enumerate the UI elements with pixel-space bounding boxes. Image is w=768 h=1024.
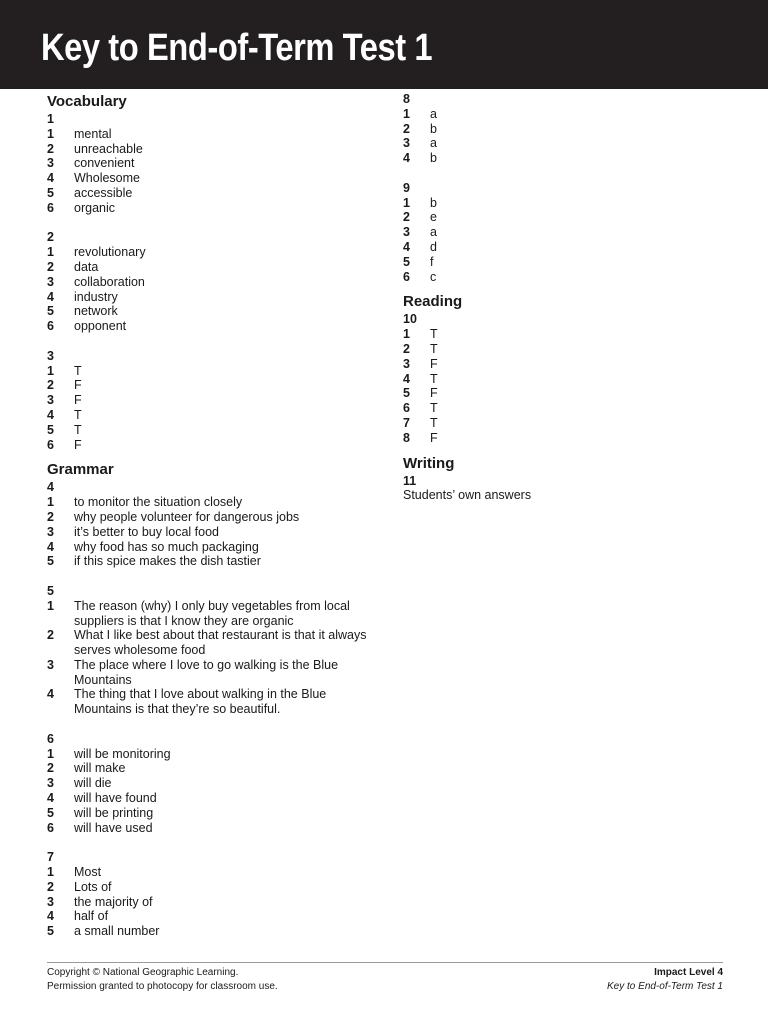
item-number: 3	[47, 274, 54, 289]
item-number: 2	[47, 761, 54, 776]
answer-text: The place where I love to go walking is the Blue Mountains	[74, 657, 339, 687]
item-number: 2	[47, 879, 54, 894]
answer-item	[47, 895, 377, 910]
item-number: 6	[47, 820, 54, 835]
answer-item	[47, 495, 377, 510]
answer-item	[403, 372, 723, 387]
doc-title-label: Key to End-of-Term Test 1	[607, 981, 723, 992]
footer-doc-info	[607, 966, 723, 994]
answer-item	[403, 122, 723, 137]
answer-item	[403, 240, 723, 255]
item-number: 3	[47, 657, 54, 672]
answer-text: network	[74, 304, 118, 319]
item-number: 5	[403, 254, 410, 269]
item-number: 4	[47, 539, 54, 554]
answer-text: f	[430, 254, 434, 269]
answer-item	[403, 386, 723, 401]
item-number: 4	[403, 151, 410, 166]
answer-item	[47, 880, 377, 895]
answer-text: accessible	[74, 185, 133, 200]
answer-item	[47, 776, 377, 791]
answer-text: a	[430, 106, 437, 121]
answer-item	[47, 290, 377, 305]
exercise-8	[403, 92, 723, 166]
answer-text: will have used	[74, 820, 153, 835]
answer-text: e	[430, 210, 437, 225]
answer-item	[47, 275, 377, 290]
answer-text: The thing that I love about walking in the Blue Mountains is that they’re so beautiful.	[74, 687, 327, 717]
answer-item	[403, 357, 723, 372]
answer-text: Most	[74, 865, 102, 880]
item-number: 6	[47, 319, 54, 334]
item-number: 4	[47, 289, 54, 304]
answer-item	[47, 865, 377, 880]
answer-text: T	[74, 363, 82, 378]
answer-text: data	[74, 259, 99, 274]
answer-item	[47, 761, 377, 776]
answer-item	[47, 791, 377, 806]
answer-text: unreachable	[74, 141, 143, 156]
answer-text: c	[430, 269, 437, 284]
answer-item	[47, 393, 377, 408]
answer-text: Students’ own answers	[403, 488, 532, 503]
item-number: 2	[47, 141, 54, 156]
answer-item	[403, 270, 723, 285]
exercise-number: 11	[403, 473, 417, 488]
answer-text: if this spice makes the dish tastier	[74, 554, 261, 569]
answer-item	[47, 821, 377, 836]
exercise-number: 2	[47, 230, 54, 245]
answer-item	[403, 136, 723, 151]
answer-item	[403, 210, 723, 225]
item-number: 2	[403, 210, 410, 225]
item-number: 1	[47, 746, 54, 761]
exercise-1	[47, 112, 377, 216]
item-number: 6	[47, 200, 54, 215]
item-number: 3	[403, 356, 410, 371]
answer-item	[47, 540, 377, 555]
footer-divider	[47, 962, 723, 963]
answer-text: the majority of	[74, 894, 153, 909]
answer-text: Wholesome	[74, 171, 140, 186]
answer-item	[403, 342, 723, 357]
answer-text: T	[430, 371, 438, 386]
item-number: 3	[47, 393, 54, 408]
answer-item	[403, 225, 723, 240]
exercise-number: 7	[47, 850, 54, 865]
answer-item	[47, 510, 377, 525]
item-number: 6	[403, 269, 410, 284]
exercise-number: 5	[47, 583, 54, 598]
exercise-4	[47, 480, 377, 569]
exercise-6	[47, 732, 377, 836]
item-number: 3	[403, 225, 410, 240]
item-number: 4	[403, 239, 410, 254]
item-number: 3	[47, 156, 54, 171]
exercise-number: 1	[47, 112, 54, 126]
answer-text: will die	[74, 776, 112, 791]
answer-item	[47, 127, 377, 142]
item-number: 8	[403, 430, 410, 445]
section-heading-grammar: Grammar	[47, 461, 114, 479]
permission-text: Permission granted to photocopy for classroom use.	[47, 981, 278, 992]
answer-text: d	[430, 239, 437, 254]
answer-text: F	[430, 386, 438, 401]
item-number: 1	[403, 327, 410, 342]
answer-text: T	[430, 341, 438, 356]
section-heading-vocabulary: Vocabulary	[47, 93, 127, 110]
item-number: 6	[403, 401, 410, 416]
item-number: 5	[47, 185, 54, 200]
exercise-number: 9	[403, 180, 410, 195]
item-number: 7	[403, 415, 410, 430]
answer-item	[47, 658, 377, 688]
item-number: 2	[47, 259, 54, 274]
answer-item	[403, 255, 723, 270]
answer-text: F	[74, 393, 82, 408]
answer-text: convenient	[74, 156, 135, 171]
item-number: 5	[47, 422, 54, 437]
exercise-9	[403, 181, 723, 285]
answer-item	[47, 438, 377, 453]
answer-item	[47, 186, 377, 201]
answer-item	[47, 423, 377, 438]
exercise-number: 6	[47, 731, 54, 746]
item-number: 2	[47, 509, 54, 524]
answer-text: will be monitoring	[74, 746, 171, 761]
answer-item	[47, 304, 377, 319]
answer-text: industry	[74, 289, 118, 304]
answer-item	[403, 151, 723, 166]
answer-text: F	[430, 356, 438, 371]
item-number: 3	[47, 776, 54, 791]
level-label: Impact Level 4	[654, 967, 723, 978]
answer-item	[403, 401, 723, 416]
answer-text: will be printing	[74, 805, 154, 820]
item-number: 2	[403, 121, 410, 136]
answer-text: b	[430, 151, 437, 166]
answer-item	[47, 142, 377, 157]
answer-item	[47, 171, 377, 186]
section-heading-reading: Reading	[403, 293, 463, 311]
item-number: 2	[403, 341, 410, 356]
answer-item	[47, 201, 377, 216]
section-heading-writing: Writing	[403, 454, 455, 472]
header-bar	[0, 0, 768, 89]
item-number: 5	[403, 386, 410, 401]
answer-item	[47, 806, 377, 821]
answer-item	[47, 909, 377, 924]
left-column	[47, 92, 377, 939]
item-number: 3	[403, 136, 410, 151]
answer-text: F	[74, 378, 82, 393]
item-number: 5	[47, 554, 54, 569]
answer-item	[403, 488, 723, 503]
exercise-5	[47, 584, 377, 717]
answer-text: to monitor the situation closely	[74, 495, 243, 510]
item-number: 2	[47, 628, 54, 643]
exercise-number: 8	[403, 92, 410, 106]
answer-item	[403, 431, 723, 446]
answer-item	[47, 260, 377, 275]
item-number: 1	[47, 598, 54, 613]
answer-item	[47, 319, 377, 334]
answer-text: What I like best about that restaurant is that it always serves wholesome food	[74, 628, 367, 658]
answer-text: b	[430, 121, 437, 136]
item-number: 1	[403, 106, 410, 121]
answer-item	[403, 416, 723, 431]
answer-text: T	[74, 422, 82, 437]
footer-copyright	[47, 966, 278, 994]
answer-text: will have found	[74, 791, 157, 806]
answer-text: half of	[74, 909, 109, 924]
answer-item	[47, 364, 377, 379]
answer-text: Lots of	[74, 879, 112, 894]
item-number: 4	[47, 407, 54, 422]
answer-text: why food has so much packaging	[74, 539, 259, 554]
item-number: 5	[47, 304, 54, 319]
exercise-10	[403, 312, 723, 445]
item-number: 4	[47, 171, 54, 186]
answer-text: opponent	[74, 319, 127, 334]
answer-item	[47, 599, 377, 629]
answer-item	[47, 628, 377, 658]
exercise-7	[47, 850, 377, 939]
item-number: 1	[47, 363, 54, 378]
answer-text: a	[430, 225, 437, 240]
item-number: 3	[47, 524, 54, 539]
answer-item	[47, 554, 377, 569]
answer-item	[47, 245, 377, 260]
answer-text: b	[430, 195, 437, 210]
answer-item	[47, 687, 377, 717]
answer-text: organic	[74, 200, 115, 215]
item-number: 1	[47, 245, 54, 260]
answer-text: T	[430, 401, 438, 416]
answer-text: a	[430, 136, 437, 151]
page-title: Key to End-of-Term Test 1	[41, 27, 433, 69]
item-number: 6	[47, 437, 54, 452]
right-column	[403, 92, 723, 503]
exercise-number: 10	[403, 312, 417, 327]
answer-text: T	[74, 407, 82, 422]
answer-text: will make	[74, 761, 126, 776]
item-number: 1	[47, 495, 54, 510]
answer-item	[47, 156, 377, 171]
answer-item	[403, 107, 723, 122]
exercise-number: 4	[47, 480, 54, 495]
item-number: 2	[47, 378, 54, 393]
item-number: 1	[403, 195, 410, 210]
answer-text: T	[430, 415, 438, 430]
answer-text: F	[430, 430, 438, 445]
answer-item	[403, 196, 723, 211]
item-number: 4	[47, 687, 54, 702]
answer-item	[403, 327, 723, 342]
answer-item	[47, 378, 377, 393]
item-number: 4	[47, 909, 54, 924]
answer-item	[47, 525, 377, 540]
item-number: 4	[47, 791, 54, 806]
exercise-3	[47, 349, 377, 453]
item-number: 5	[47, 805, 54, 820]
answer-text: a small number	[74, 924, 160, 939]
exercise-2	[47, 230, 377, 334]
answer-item	[47, 747, 377, 762]
answer-text: collaboration	[74, 274, 145, 289]
answer-item	[47, 408, 377, 423]
item-number: 5	[47, 924, 54, 939]
item-number: 4	[403, 371, 410, 386]
answer-text: The reason (why) I only buy vegetables from local suppliers is that I know they are organic	[74, 598, 350, 628]
answer-text: revolutionary	[74, 245, 146, 260]
answer-item	[47, 924, 377, 939]
answer-text: why people volunteer for dangerous jobs	[74, 509, 300, 524]
exercise-number: 3	[47, 348, 54, 363]
item-number: 1	[47, 126, 54, 141]
item-number: 1	[47, 865, 54, 880]
answer-text: mental	[74, 126, 112, 141]
answer-text: T	[430, 327, 438, 342]
answer-text: F	[74, 437, 82, 452]
copyright-text: Copyright © National Geographic Learning.	[47, 967, 239, 978]
item-number: 3	[47, 894, 54, 909]
answer-text: it’s better to buy local food	[74, 524, 219, 539]
